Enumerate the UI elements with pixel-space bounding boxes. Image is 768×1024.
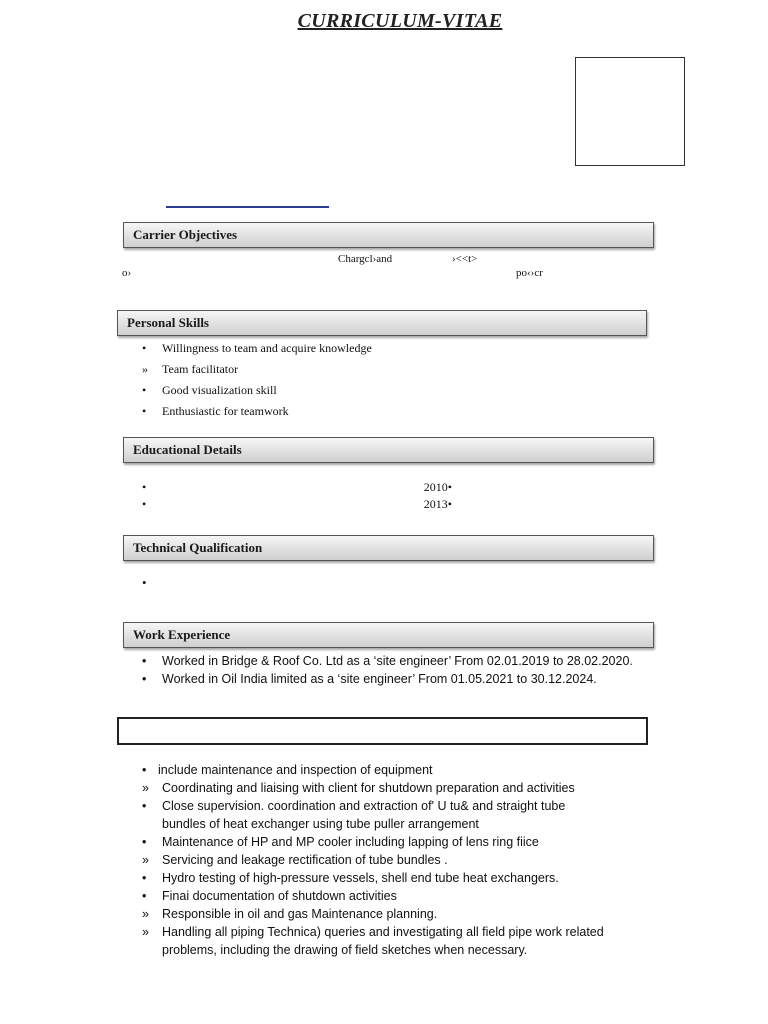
duty-item-text: Maintenance of HP and MP cooler including lapping of lens ring fiice [162, 835, 539, 849]
education-item [140, 497, 460, 514]
skill-item [140, 341, 620, 362]
education-list [140, 480, 460, 514]
section-technical-qualification: Technical Qualification [123, 535, 654, 561]
tech-bullet: • [142, 575, 147, 590]
duty-item [140, 851, 610, 869]
section-educational-details: Educational Details [123, 437, 654, 463]
objective-fragment: o› [122, 267, 132, 279]
duty-item-text: Servicing and leakage rectification of tube bundles . [162, 853, 448, 867]
duty-item-text: Hydro testing of high-pressure vessels, shell end tube heat exchangers. [162, 871, 559, 885]
section-work-experience: Work Experience [123, 622, 654, 648]
duty-item-text: Coordinating and liaising with client for shutdown preparation and activities [162, 781, 575, 795]
education-item-text: 2010• [423, 480, 452, 494]
duty-item [140, 887, 610, 905]
objective-fragment: po‹›cr [516, 267, 543, 279]
skill-item [140, 404, 620, 425]
duty-item [140, 869, 610, 887]
bullet-marker: • [142, 341, 147, 355]
bullet-marker: » [142, 781, 149, 795]
duty-item [140, 779, 610, 797]
duty-item [140, 923, 610, 959]
work-list [140, 654, 640, 690]
bullet-marker: • [142, 480, 147, 494]
duty-item-text: Responsible in oil and gas Maintenance planning. [162, 907, 438, 921]
bullet-marker: » [142, 925, 149, 939]
bullet-marker: • [142, 763, 147, 777]
duty-item [140, 761, 610, 779]
work-item [140, 654, 640, 669]
bullet-marker: • [142, 835, 147, 849]
empty-section-box [117, 717, 648, 745]
bullet-marker: • [142, 799, 147, 813]
work-item [140, 672, 640, 687]
duty-item-text: Close supervision. coordination and extraction of' U tu& and straight tube bundles of heat exchanger using tube puller arrangement [162, 799, 566, 831]
skill-item-text: Enthusiastic for teamwork [162, 404, 289, 418]
section-carrier-objectives: Carrier Objectives [123, 222, 654, 248]
duty-item-text: Finai documentation of shutdown activities [162, 889, 397, 903]
duties-list [140, 761, 610, 959]
work-item-text: Worked in Bridge & Roof Co. Ltd as a ‘site engineer’ From 02.01.2019 to 28.02.2020. [162, 654, 633, 668]
skill-item-text: Good visualization skill [162, 383, 277, 397]
skill-item-text: Team facilitator [162, 362, 239, 376]
bullet-marker: • [142, 497, 147, 511]
bullet-marker: • [142, 672, 147, 686]
skill-item [140, 383, 620, 404]
skill-item-text: Willingness to team and acquire knowledge [162, 341, 372, 355]
bullet-marker: » [142, 362, 148, 376]
bullet-marker: • [142, 404, 147, 418]
page-title: CURRICULUM-VITAE [297, 10, 503, 32]
work-item-text: Worked in Oil India limited as a ‘site engineer’ From 01.05.2021 to 30.12.2024. [162, 672, 597, 686]
bullet-marker: • [142, 889, 147, 903]
duty-item-text: include maintenance and inspection of equipment [158, 763, 433, 777]
duty-item [140, 905, 610, 923]
name-underline [166, 206, 329, 208]
skill-item [140, 362, 620, 383]
skills-list [140, 341, 620, 425]
education-item [140, 480, 460, 497]
duty-item-text: Handling all piping Technica) queries and investigating all field pipe work related problems, including the drawing of field sketches when necessary. [162, 925, 604, 957]
bullet-marker: • [142, 871, 147, 885]
bullet-marker: » [142, 853, 149, 867]
bullet-marker: • [142, 654, 147, 668]
bullet-marker: » [142, 907, 149, 921]
duty-item [140, 833, 610, 851]
education-item-text: 2013• [423, 497, 452, 511]
objective-fragment: ›<<t> [452, 253, 478, 265]
section-personal-skills: Personal Skills [117, 310, 647, 336]
photo-placeholder [575, 57, 685, 166]
duty-item [140, 797, 610, 833]
bullet-marker: • [142, 383, 147, 397]
objective-fragment: Chargcl›and [338, 253, 393, 265]
